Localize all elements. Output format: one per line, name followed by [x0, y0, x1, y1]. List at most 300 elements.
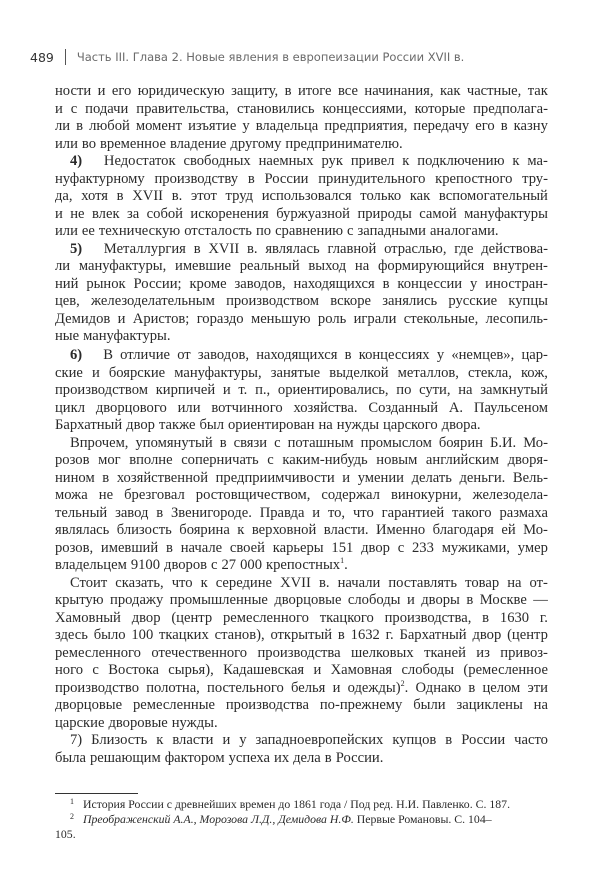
word: гораздо [196, 310, 244, 327]
word: выход [308, 258, 347, 274]
word: был [199, 417, 224, 433]
word: замкнутый [480, 382, 548, 398]
text-line [55, 680, 548, 698]
word: в [324, 749, 332, 766]
word: сравнению [275, 223, 344, 239]
word: концессиях [358, 347, 430, 363]
text-line [55, 276, 548, 294]
word: фактором [164, 749, 225, 766]
text-line [55, 258, 548, 276]
word: кирпичей [155, 382, 216, 398]
word: аналогами. [429, 223, 499, 239]
word: постельного [207, 679, 284, 696]
word: тканей [424, 644, 466, 661]
word: Созданный [368, 399, 439, 416]
word: размаха [499, 504, 548, 521]
word: ний [55, 275, 79, 292]
running-title: Часть III. Глава 2. Новые явления в европеизации России XVII в. [76, 50, 465, 64]
footnote-ref[interactable]: 1 [340, 556, 345, 565]
word: на [318, 417, 333, 433]
word: внутрен- [492, 258, 548, 274]
word: что [171, 574, 193, 591]
word: и [342, 469, 351, 486]
word: умении [357, 469, 404, 486]
text-line [55, 505, 548, 523]
word: к [237, 522, 245, 538]
word: Бархатный [399, 627, 467, 643]
word: России. [335, 749, 384, 766]
word: использовался [261, 188, 352, 204]
word: в [102, 469, 110, 486]
word: производства [225, 697, 309, 713]
footnote-text: Первые Романовы. С. 104– [353, 812, 492, 826]
word: владельца [255, 118, 319, 134]
word: и [55, 205, 63, 222]
word: товар [465, 574, 500, 591]
paragraph [55, 732, 548, 767]
word: свободных [183, 153, 251, 169]
word: продажу [110, 592, 164, 608]
word: с [267, 452, 274, 468]
word: умер [517, 539, 548, 556]
word: в [165, 539, 173, 556]
word: из [476, 644, 490, 661]
word: в [382, 275, 390, 292]
word: искоренения [190, 205, 269, 222]
word: у [469, 275, 478, 292]
word: передачу [413, 118, 470, 134]
word: концессиями, [322, 100, 407, 117]
word: дворовые [108, 714, 168, 731]
word: 100 [131, 627, 154, 643]
word: ткацких [159, 627, 209, 643]
word: привоз- [500, 644, 548, 661]
word: шелковых [351, 644, 414, 661]
word: Однако [415, 679, 462, 696]
word: верховной [251, 522, 317, 538]
word: формирующийся [377, 258, 485, 274]
word: дворцового [95, 399, 167, 416]
word: боярские [108, 364, 166, 381]
word: своей [229, 539, 265, 556]
word: можа [55, 487, 88, 503]
word: станов), [214, 627, 265, 643]
word: карьеры [272, 539, 324, 556]
word: в [500, 118, 508, 134]
word: в [466, 592, 474, 608]
word: принудительного [318, 170, 426, 187]
word: 1630 [499, 609, 530, 626]
word: ли [55, 118, 71, 134]
word: мог [98, 452, 121, 468]
word: ные [55, 328, 80, 344]
word: производства, [384, 609, 472, 626]
word: и [222, 382, 231, 398]
word: начали [337, 574, 381, 591]
word: производство [55, 679, 140, 696]
word: Правда [259, 504, 305, 521]
paragraph [55, 435, 548, 575]
text-line [55, 153, 548, 171]
word: по [255, 223, 272, 239]
word: дворцовые [55, 697, 123, 713]
word: царские [55, 714, 105, 731]
word: хозяйства. [293, 399, 358, 416]
running-header [30, 49, 464, 65]
text-line [55, 697, 548, 715]
word: являлась [265, 240, 320, 257]
word: и [97, 83, 106, 99]
word: частные, [466, 83, 522, 99]
word: начале [180, 539, 223, 556]
word: промыслом [360, 434, 432, 451]
word: за [126, 205, 140, 222]
text-line [55, 715, 548, 733]
word: в [284, 83, 292, 99]
word: самой [419, 205, 457, 222]
word: стекла, [468, 364, 512, 381]
text-line [55, 750, 548, 768]
word: по-прежнему [319, 697, 403, 713]
footnote-1: 1 История России с древнейших времен до 1861 года / Под ред. Н.И. Павленко. С. 187. [70, 797, 511, 811]
word: западными [357, 223, 426, 239]
word: в [156, 504, 164, 521]
word: поставлять [388, 574, 458, 591]
word: крытую [55, 592, 104, 608]
word: двор [361, 539, 390, 556]
word: Вель- [512, 469, 548, 486]
word: 9100 [130, 557, 161, 573]
paragraph [55, 575, 548, 733]
word: в [116, 188, 124, 204]
word: выделкой [329, 364, 389, 381]
word: эти [527, 679, 548, 696]
word: Именно [376, 522, 426, 538]
word: промышленные [169, 592, 268, 608]
word: ремесленные [132, 697, 215, 713]
word: сырья), [168, 662, 214, 678]
word: заводов, [197, 347, 250, 363]
word: Близость [91, 732, 148, 748]
word: Паульсеном [473, 399, 548, 416]
text-line [55, 83, 548, 101]
footnote-ref[interactable]: 2 [400, 678, 405, 688]
word: ного [55, 662, 84, 678]
word: рук [321, 153, 343, 169]
word: вспомогательный [438, 188, 548, 204]
word: мануфактуры [464, 205, 548, 222]
word: гарантией [381, 504, 445, 521]
word: отсталость [184, 223, 252, 239]
word: с [70, 100, 78, 117]
word: двор [126, 417, 155, 433]
word: п., [255, 382, 271, 398]
word: Мо- [523, 434, 548, 451]
word: природы [357, 205, 412, 222]
word: не [70, 205, 85, 222]
word: играли [353, 310, 397, 327]
word: являлась [55, 522, 110, 538]
word: соперничать [181, 452, 259, 468]
word: одежды)$^2$. [347, 678, 409, 696]
word: кроме [189, 275, 227, 292]
text-line [55, 452, 548, 470]
word: отраслью, [384, 240, 447, 257]
word: хозяйственной [116, 469, 209, 486]
word: с [211, 557, 218, 573]
word: юридическую [137, 83, 225, 99]
word: цар- [521, 347, 548, 363]
word: английским [425, 452, 499, 468]
word: двор [131, 609, 161, 626]
word: двора. [441, 417, 481, 433]
word: решающим [90, 749, 161, 766]
word: были [413, 697, 446, 713]
word: Хамовная [330, 662, 393, 678]
word: ориентирован [228, 417, 315, 433]
text-line [55, 540, 548, 558]
word: царского [383, 417, 438, 433]
word: к [512, 153, 520, 169]
word: т. [238, 382, 248, 398]
word: Впрочем, [70, 434, 129, 451]
word: Б.И. [489, 434, 517, 451]
word: владельцем [55, 557, 127, 573]
word: западноевропейских [255, 732, 384, 748]
text-line [55, 470, 548, 488]
text-line [55, 382, 548, 400]
word: правительства, [136, 100, 230, 117]
word: находящихся [293, 275, 375, 292]
text-line [55, 293, 548, 311]
word: на [458, 382, 473, 398]
word: слободы [347, 592, 401, 608]
word: где [454, 240, 474, 257]
word: России; [133, 275, 182, 292]
word: временное [100, 135, 166, 152]
word: слободы [401, 662, 455, 678]
word: мужиками, [441, 539, 510, 556]
word: Москве [479, 592, 527, 608]
word: г. [539, 609, 548, 626]
word: Звенигороде. [171, 504, 252, 521]
word: в [344, 347, 352, 363]
word: дела [293, 749, 321, 766]
word: заводов, [234, 275, 286, 292]
word: содержал [321, 487, 380, 503]
word: в [219, 434, 227, 451]
paragraph [55, 347, 548, 435]
body-text [55, 83, 548, 767]
word: любой [89, 118, 130, 134]
word: В [103, 347, 113, 363]
word: нином [55, 469, 95, 486]
word: XVII [280, 574, 311, 591]
word: дворов [164, 557, 208, 573]
word: 27 [221, 557, 237, 573]
word: ремесленного [222, 609, 309, 626]
word: мануфактуры, [174, 364, 262, 381]
word: что [352, 504, 374, 521]
word: в [337, 627, 345, 643]
word: нужды [336, 417, 379, 433]
word: мануфактуры. [83, 328, 171, 344]
word: такого [451, 504, 492, 521]
word: да, [55, 188, 73, 204]
word: труд [225, 188, 254, 204]
text-line [55, 610, 548, 628]
word: занятые [270, 364, 321, 381]
word: становились [236, 100, 315, 117]
word: ли [55, 258, 71, 274]
word: середине [215, 574, 273, 591]
word: техническую [98, 223, 181, 239]
word: боярин [438, 434, 483, 451]
word: ткацкого [319, 609, 374, 626]
word: в. [247, 240, 258, 257]
word: ей [501, 522, 516, 538]
word: и [55, 100, 63, 117]
word: главной [327, 240, 377, 257]
footnote-2-continuation [55, 827, 548, 842]
text-line [55, 328, 548, 346]
word: на [354, 258, 370, 274]
paragraph [55, 153, 548, 241]
item-number: 5) [70, 240, 83, 257]
word: рынок [86, 275, 126, 292]
word: находящихся [256, 347, 338, 363]
text-line [55, 732, 548, 750]
word: кож, [520, 364, 548, 381]
text-line [55, 627, 548, 645]
word: Недостаток [103, 153, 176, 169]
word: производством [55, 382, 148, 398]
word: реальный [239, 258, 300, 274]
word: казну [513, 118, 548, 134]
word: «немцев», [451, 347, 515, 363]
word: к [200, 574, 208, 591]
word: подключению [417, 153, 505, 169]
word: у [436, 347, 445, 363]
text-line [55, 592, 548, 610]
word: все [337, 83, 358, 99]
word: наемных [258, 153, 314, 169]
word: каким-нибудь [282, 452, 368, 468]
text-line [55, 417, 548, 435]
word: России [461, 732, 506, 748]
item-number: 6) [70, 347, 83, 363]
word: в [468, 679, 476, 696]
word: дворцовые [274, 592, 342, 608]
word: власти [172, 732, 214, 748]
word: у [239, 732, 247, 748]
word: ростовщичеством, [195, 487, 311, 503]
page-number: 489 [30, 49, 54, 65]
word: тру- [522, 170, 548, 187]
word: дворя- [507, 452, 548, 468]
word: момент [135, 118, 183, 134]
word: (центр [507, 627, 548, 643]
word: лесопиль- [485, 310, 548, 327]
word: на [507, 574, 522, 591]
word: в [193, 240, 201, 257]
word: в. [318, 574, 330, 591]
word: Аристов; [132, 310, 190, 327]
word: вскоре [330, 293, 371, 309]
word: влек [91, 205, 120, 222]
word: имевший [100, 539, 159, 556]
word: к [402, 153, 410, 169]
text-line [55, 136, 548, 154]
word: буржуазной [276, 205, 350, 222]
word: открытый [270, 627, 333, 643]
word: в [445, 732, 453, 748]
word: розов [55, 452, 90, 468]
text-line [55, 575, 548, 593]
word: 1632 [350, 627, 380, 643]
word: зациклены [456, 697, 523, 713]
word: Кадашевская [223, 662, 305, 678]
word: 000 [240, 557, 262, 573]
word: защиту, [231, 83, 279, 99]
text-line [55, 522, 548, 540]
word: также [158, 417, 196, 433]
word: 233 [412, 539, 434, 556]
word: русские [448, 293, 498, 309]
word: предпринимателю. [285, 135, 403, 152]
text-line [55, 435, 548, 453]
word: от [177, 347, 191, 363]
text-line [55, 662, 548, 680]
word: имевшие [175, 258, 231, 274]
word: Стоит [70, 574, 108, 591]
text-line [55, 487, 548, 505]
word: ские [55, 364, 83, 381]
word: с [397, 539, 405, 556]
word: отечественного [151, 644, 248, 661]
word: 151 [331, 539, 354, 556]
word: Хамовный [55, 609, 121, 626]
paragraph [55, 83, 548, 153]
word: брезговал [124, 487, 185, 503]
word: и [117, 310, 126, 327]
word: упомянутый [135, 434, 213, 451]
word: предприятия, [324, 118, 408, 134]
word: или [55, 135, 78, 152]
word: ма- [527, 153, 548, 169]
word: Металлургия [103, 240, 186, 257]
word: то, [327, 504, 346, 521]
word: деньги. [459, 469, 506, 486]
word: занялись [382, 293, 438, 309]
word: А. [448, 399, 464, 416]
word: иностран- [485, 275, 548, 292]
word: г. [385, 627, 394, 643]
footnote-authors: Преображенский А.А., Морозова Л.Д., Демидова Н.Ф. [82, 812, 354, 826]
word: как [409, 188, 431, 204]
word: только [360, 188, 402, 204]
word: дворы [421, 592, 460, 608]
word: действова- [481, 240, 548, 257]
word: начинания, [364, 83, 434, 99]
text-line [55, 171, 548, 189]
word: России [264, 170, 309, 187]
word: и [91, 364, 100, 381]
word: полотна, [146, 679, 200, 696]
word: была [55, 749, 86, 766]
word: этот [190, 188, 217, 204]
word: так [527, 83, 548, 99]
